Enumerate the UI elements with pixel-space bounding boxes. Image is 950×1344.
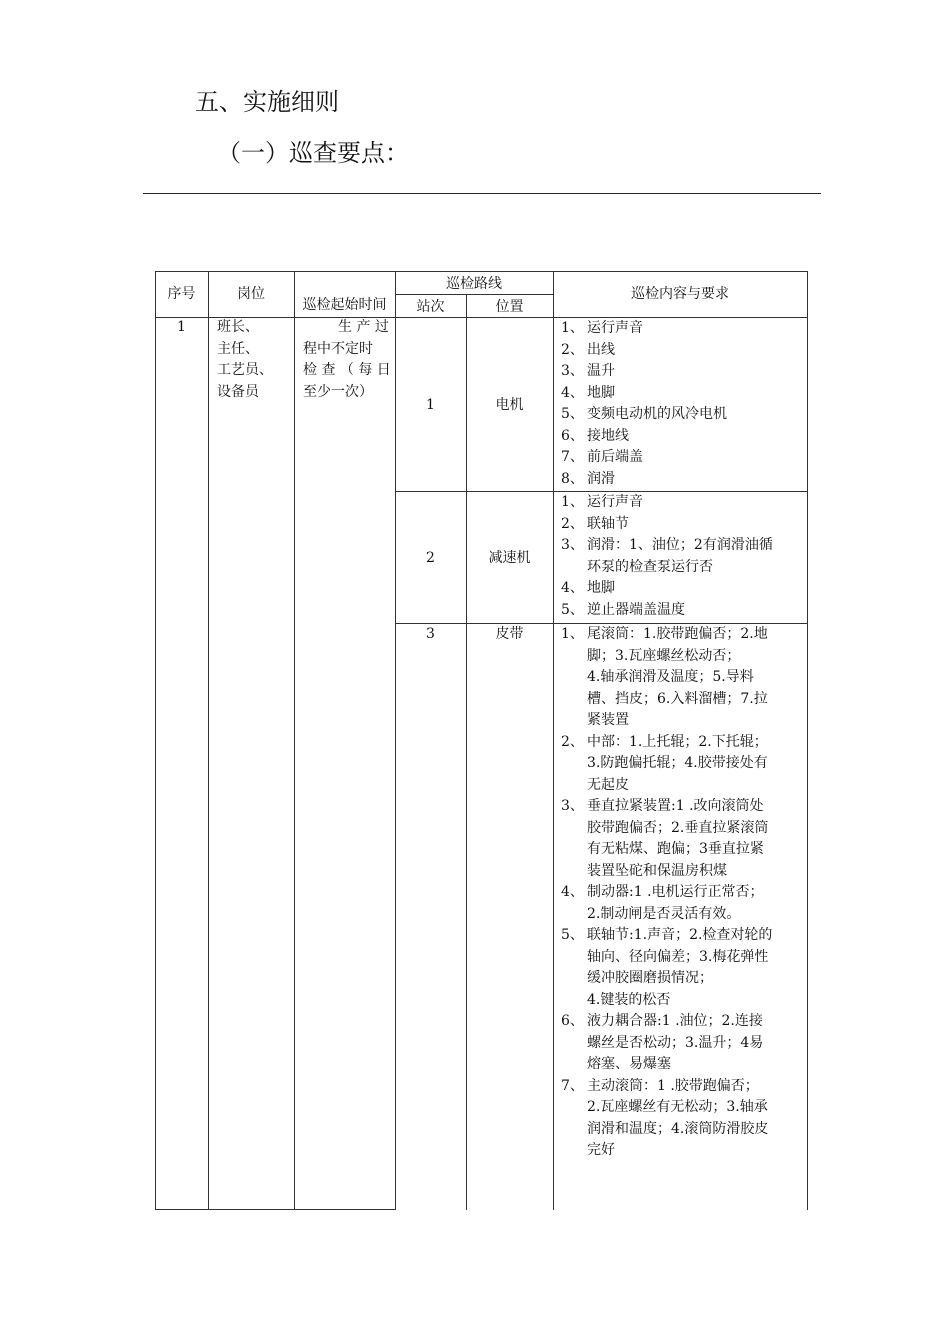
item-text-line: 逆止器端盖温度 (587, 601, 685, 618)
item-text (587, 1011, 805, 1076)
item-text-line: 联轴节:1.声音；2.检查对轮的 (587, 927, 773, 943)
item-text-line: 2.制动闸是否灵活有效。 (587, 905, 741, 922)
item-text-line: 螺丝是否松动；3.温升；4易 (587, 1034, 764, 1051)
item-text-line: 尾滚筒：1.胶带跑偏否；2.地 (587, 626, 768, 642)
header-post: 岗位 (237, 286, 265, 302)
table-left-border (155, 271, 156, 1210)
item-text (587, 624, 805, 732)
time-line-4: 至少一次） (303, 383, 373, 400)
row-seq: 1 (177, 319, 186, 335)
col-divider-time (294, 271, 295, 1210)
item-number: 4、 (561, 884, 584, 900)
item-text-line: 脚；3.瓦座螺丝松动否； (587, 647, 741, 664)
item-text (587, 732, 805, 797)
item-text-line: 地脚 (587, 580, 615, 596)
item-text-line: 轴向、径向偏差；3.梅花弹性 (587, 948, 769, 965)
item-number: 7、 (561, 449, 584, 465)
item-number: 1、 (561, 320, 584, 336)
item-text (587, 383, 805, 405)
item-text (587, 925, 805, 1011)
item-number: 5、 (561, 601, 584, 618)
item-text-line: 地脚 (587, 384, 615, 401)
post-line-2: 主任、 (217, 340, 259, 357)
time-line-2: 程中不定时 (303, 340, 373, 357)
header-route: 巡检路线 (446, 276, 502, 292)
item-text (587, 578, 805, 600)
item-text-line: 润滑和温度；4.滚筒防滑胶皮 (587, 1120, 769, 1137)
header-start-time: 巡检起始时间 (302, 297, 387, 313)
table-top-border (155, 271, 808, 272)
item-text-line: 3.防跑偏托辊；4.胶带接处有 (587, 755, 768, 771)
item-number: 1、 (561, 626, 584, 642)
post-line-1: 班长、 (217, 319, 259, 335)
col-divider-position (466, 294, 467, 1210)
item-number: 4、 (561, 384, 584, 401)
station-3-position: 皮带 (495, 626, 524, 642)
item-text-line: 4.键装的松否 (587, 991, 671, 1008)
item-text-line: 中部：1.上托辊；2.下托辊； (587, 733, 768, 750)
station-2-position: 减速机 (488, 550, 531, 566)
item-text-line: 出线 (587, 341, 615, 358)
item-text-line: 制动器:1 .电机运行正常否； (587, 884, 764, 900)
item-number: 1、 (561, 494, 584, 510)
item-text-line: 无起皮 (587, 776, 629, 793)
item-number: 5、 (561, 406, 584, 422)
item-text-line: 紧装置 (587, 712, 629, 728)
item-number: 5、 (561, 927, 584, 943)
station-3-number: 3 (426, 626, 435, 642)
item-text-line: 润滑 (587, 470, 615, 487)
station-1-position: 电机 (495, 397, 524, 413)
item-number: 6、 (561, 1013, 584, 1029)
post-line-3: 工艺员、 (217, 362, 273, 378)
item-text (587, 535, 805, 578)
header-content: 巡检内容与要求 (631, 286, 729, 302)
col-divider-content (553, 271, 554, 1210)
item-number: 2、 (561, 515, 584, 532)
subsection-heading: （一）巡查要点： (217, 139, 409, 167)
item-text (587, 600, 805, 622)
time-line-3: 检 查 （ 每 日 (303, 362, 391, 378)
item-text-line: 变频电动机的风冷电机 (587, 406, 727, 422)
station-2-number: 2 (426, 550, 435, 566)
item-text-line: 液力耦合器:1 .油位；2.连接 (587, 1013, 763, 1029)
post-line-4: 设备员 (217, 383, 259, 400)
item-text (587, 340, 805, 362)
item-text (587, 1076, 805, 1162)
item-number: 7、 (561, 1077, 584, 1094)
item-text (587, 404, 805, 426)
item-number: 2、 (561, 341, 584, 358)
item-text (587, 469, 805, 491)
item-text (587, 796, 805, 882)
item-text (587, 492, 805, 514)
item-text-line: 运行声音 (587, 320, 643, 336)
item-text-line: 接地线 (587, 427, 629, 444)
time-line-1: 生 产 过 (338, 319, 389, 335)
item-number: 3、 (561, 798, 584, 814)
item-text-line: 2.瓦座螺丝有无松动；3.轴承 (587, 1099, 768, 1115)
item-text-line: 胶带跑偏否；2.垂直拉紧滚筒 (587, 819, 769, 836)
section-heading: 五、实施细则 (195, 88, 339, 116)
item-number: 4、 (561, 580, 584, 596)
item-text-line: 主动滚筒：1 .胶带跑偏否； (587, 1077, 759, 1094)
item-text (587, 426, 805, 448)
header-position: 位置 (495, 299, 524, 315)
station-1-number: 1 (426, 397, 435, 413)
item-text-line: 温升 (587, 363, 615, 379)
item-text-line: 槽、挡皮；6.入料溜槽；7.拉 (587, 690, 768, 707)
item-number: 8、 (561, 470, 584, 487)
header-seq: 序号 (167, 286, 196, 302)
item-text (587, 318, 805, 340)
item-number: 3、 (561, 537, 584, 553)
item-text-line: 有无粘煤、跑偏；3垂直拉紧 (587, 841, 764, 857)
item-text-line: 缓冲胶圈磨损情况； (587, 970, 713, 986)
item-text-line: 熔塞、易爆塞 (587, 1056, 671, 1072)
header-station: 站次 (416, 299, 445, 315)
table-right-border (807, 271, 808, 1210)
item-number: 3、 (561, 363, 584, 379)
item-text (587, 447, 805, 469)
col-divider-post (208, 271, 209, 1210)
item-text (587, 361, 805, 383)
item-text-line: 4.轴承润滑及温度；5.导料 (587, 669, 754, 685)
item-text (587, 514, 805, 536)
item-text-line: 完好 (587, 1142, 615, 1158)
item-text-line: 润滑：1、油位；2有润滑油循 (587, 537, 773, 553)
item-text-line: 环泵的检查泵运行否 (587, 558, 713, 575)
item-text-line: 联轴节 (587, 515, 629, 532)
item-text-line: 前后端盖 (587, 449, 643, 465)
item-number: 2、 (561, 733, 584, 750)
item-text (587, 882, 805, 925)
item-text-line: 垂直拉紧装置:1 .改向滚筒处 (587, 798, 764, 814)
item-number: 6、 (561, 427, 584, 444)
item-text-line: 装置坠砣和保温房积煤 (587, 862, 727, 879)
item-text-line: 运行声音 (587, 494, 643, 510)
table-bottom-left-border (155, 1209, 395, 1210)
